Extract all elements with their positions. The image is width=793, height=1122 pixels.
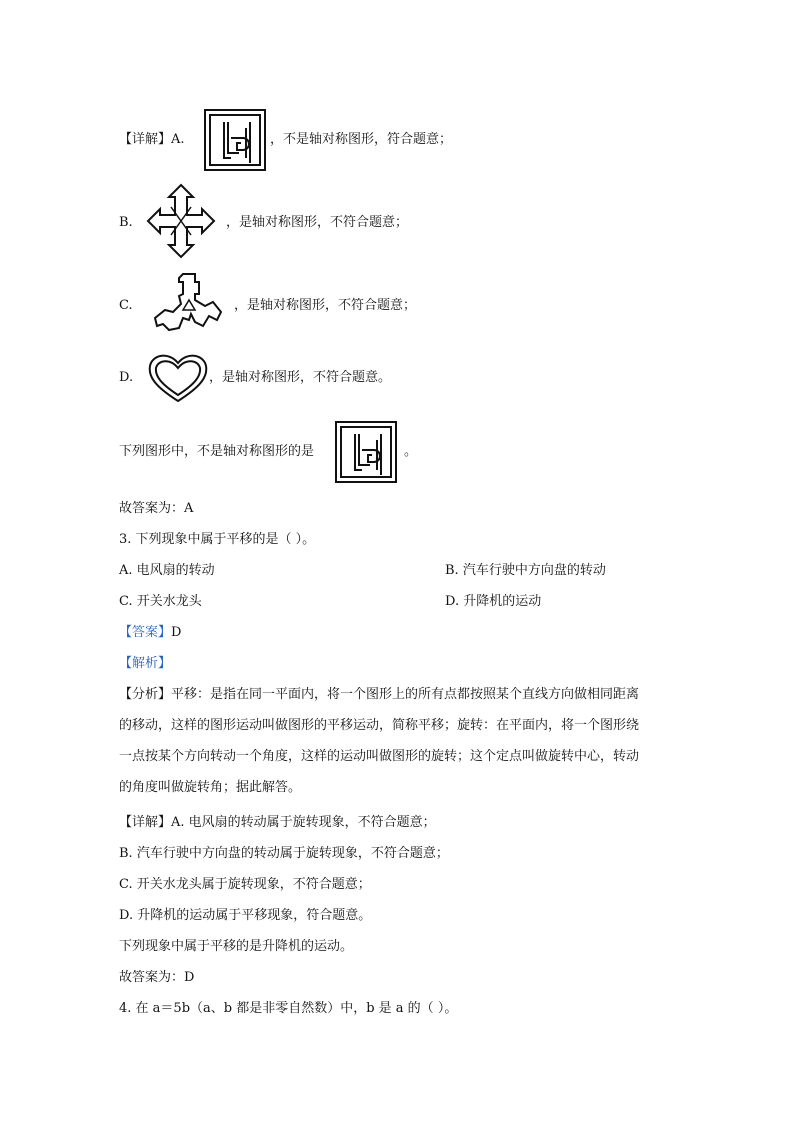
detail-d-text: ，是轴对称图形，不符合题意。 <box>209 370 392 385</box>
analysis-tag: 【解析】 <box>119 656 172 671</box>
analysis-line: 【分析】平移：是指在同一平面内，将一个图形上的所有点都按照某个直线方向做相同距离 <box>119 687 640 702</box>
detail-line: 【详解】A. 电风扇的转动属于旋转现象，不符合题意； <box>119 815 436 830</box>
option-d: D. 升降机的运动 <box>445 594 542 609</box>
three-way-shape-icon <box>153 270 225 336</box>
detail-tag: 【详解】 <box>119 132 172 147</box>
detail-line: C. 开关水龙头属于旋转现象，不符合题意； <box>119 877 371 892</box>
detail-line: B. 汽车行驶中方向盘的转动属于旋转现象，不符合题意； <box>119 846 449 861</box>
detail-a-row <box>119 131 185 149</box>
option-a-label: A. <box>171 132 185 147</box>
answer-value: D <box>171 625 182 640</box>
four-arrows-icon <box>146 183 216 259</box>
option-b: B. 汽车行驶中方向盘的转动 <box>445 563 606 578</box>
heart-icon <box>146 351 210 405</box>
option-c-label: C. <box>119 298 133 313</box>
square-spiral-icon <box>334 420 398 484</box>
analysis-line: 的移动，这样的图形运动叫做图形的平移运动，简称平移；旋转：在平面内，将一个图形绕 <box>119 718 640 733</box>
summary-q3: 下列现象中属于平移的是升降机的运动。 <box>119 939 354 954</box>
final-answer-q3: 故答案为：D <box>119 970 195 985</box>
option-b-label: B. <box>119 215 133 230</box>
detail-c-text: ，是轴对称图形，不符合题意； <box>234 298 417 313</box>
analysis-line: 一点按某个方向转动一个角度，这样的运动叫做图形的旋转；这个定点叫做旋转中心，转动 <box>119 749 640 764</box>
answer-row <box>119 624 181 642</box>
summary-q2: 下列图形中，不是轴对称图形的是 <box>119 444 315 459</box>
answer-tag: 【答案】 <box>119 625 172 640</box>
option-a: A. 电风扇的转动 <box>119 563 215 578</box>
answer-q2: 故答案为：A <box>119 501 194 516</box>
question-3-stem: 3. 下列现象中属于平移的是（ ）。 <box>119 532 316 547</box>
summary-q2-end: 。 <box>404 444 418 459</box>
detail-line: D. 升降机的运动属于平移现象，符合题意。 <box>119 908 372 923</box>
detail-a-text: ，不是轴对称图形，符合题意； <box>270 132 453 147</box>
option-d-label: D. <box>119 370 134 385</box>
question-4-stem: 4. 在 a＝5b（a、b 都是非零自然数）中，b 是 a 的（ ）。 <box>119 1001 458 1016</box>
analysis-line: 的角度叫做旋转角；据此解答。 <box>119 780 302 795</box>
square-spiral-icon <box>203 108 267 172</box>
option-c: C. 开关水龙头 <box>119 594 202 609</box>
detail-b-text: ，是轴对称图形，不符合题意； <box>226 215 409 230</box>
